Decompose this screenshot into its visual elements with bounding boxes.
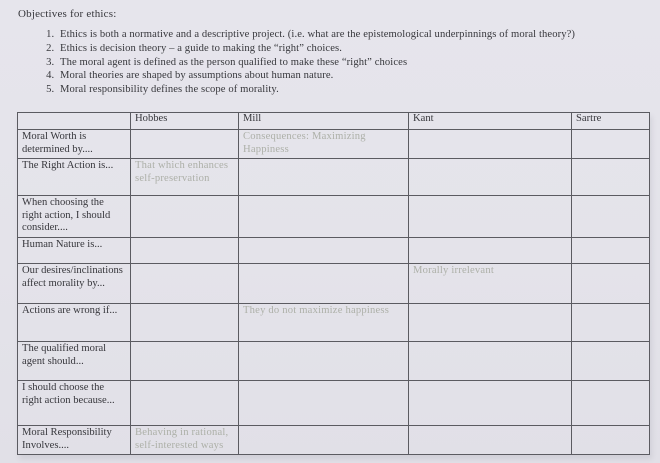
cell-sartre: [572, 380, 650, 425]
row-label: Human Nature is...: [18, 237, 131, 263]
cell-kant: Morally irrelevant: [409, 263, 572, 303]
cell-kant: [409, 303, 572, 341]
objective-item-3: 3. The moral agent is defined as the person qualified to make these “right” choices: [57, 56, 646, 70]
cell-mill: [239, 380, 409, 425]
row-label: Our desires/inclinations affect morality by...: [18, 263, 131, 303]
cell-hobbes: Behaving in rational, self-interested ways: [131, 425, 239, 454]
cell-hobbes: [131, 196, 239, 238]
table-row-human-nature: [18, 237, 650, 263]
table-row-moral-responsibility: [18, 425, 650, 454]
objective-item-2: 2. Ethics is decision theory – a guide to making the “right” choices.: [57, 42, 646, 56]
cell-kant: [409, 130, 572, 159]
row-label: I should choose the right action because...: [18, 380, 131, 425]
table-row-qualified-agent: [18, 341, 650, 380]
row-label: Moral Responsibility Involves....: [18, 425, 131, 454]
column-header-hobbes: Hobbes: [131, 113, 239, 130]
table-row-right-action: [18, 159, 650, 196]
cell-sartre: [572, 159, 650, 196]
table-row-actions-wrong: [18, 303, 650, 341]
table-row-choosing: [18, 196, 650, 238]
cell-hobbes: That which enhances self-preservation: [131, 159, 239, 196]
cell-kant: [409, 380, 572, 425]
cell-hobbes: [131, 303, 239, 341]
cell-sartre: [572, 237, 650, 263]
cell-mill: They do not maximize happiness: [239, 303, 409, 341]
table-row-moral-worth: [18, 130, 650, 159]
column-header-kant: Kant: [409, 113, 572, 130]
cell-hobbes: [131, 263, 239, 303]
row-label: The Right Action is...: [18, 159, 131, 196]
cell-hobbes: [131, 341, 239, 380]
column-header-blank: [18, 113, 131, 130]
column-header-mill: Mill: [239, 113, 409, 130]
cell-mill: [239, 341, 409, 380]
cell-kant: [409, 196, 572, 238]
cell-mill: [239, 196, 409, 238]
cell-sartre: [572, 196, 650, 238]
cell-mill: [239, 237, 409, 263]
cell-kant: [409, 425, 572, 454]
ethics-comparison-table: [17, 112, 650, 455]
objective-item-4: 4. Moral theories are shaped by assumptions about human nature.: [57, 69, 646, 83]
cell-kant: [409, 159, 572, 196]
cell-sartre: [572, 341, 650, 380]
row-label: The qualified moral agent should...: [18, 341, 131, 380]
objective-item-5: 5. Moral responsibility defines the scope of morality.: [57, 83, 646, 97]
objectives-list: [40, 28, 646, 97]
row-label: When choosing the right action, I should consider....: [18, 196, 131, 238]
cell-sartre: [572, 303, 650, 341]
cell-mill: [239, 263, 409, 303]
cell-mill: [239, 159, 409, 196]
column-header-sartre: Sartre: [572, 113, 650, 130]
row-label: Actions are wrong if...: [18, 303, 131, 341]
row-label: Moral Worth is determined by....: [18, 130, 131, 159]
cell-sartre: [572, 425, 650, 454]
table-header-row: [18, 113, 650, 130]
cell-kant: [409, 341, 572, 380]
cell-hobbes: [131, 380, 239, 425]
cell-sartre: [572, 263, 650, 303]
cell-hobbes: [131, 237, 239, 263]
table-row-desires: [18, 263, 650, 303]
page-title: Objectives for ethics:: [18, 8, 117, 20]
cell-mill: Consequences: Maximizing Happiness: [239, 130, 409, 159]
objective-item-1: 1. Ethics is both a normative and a descriptive project. (i.e. what are the epistemological underpinnings of moral theory?): [57, 28, 646, 42]
cell-sartre: [572, 130, 650, 159]
cell-kant: [409, 237, 572, 263]
cell-mill: [239, 425, 409, 454]
table-row-choose-because: [18, 380, 650, 425]
cell-hobbes: [131, 130, 239, 159]
